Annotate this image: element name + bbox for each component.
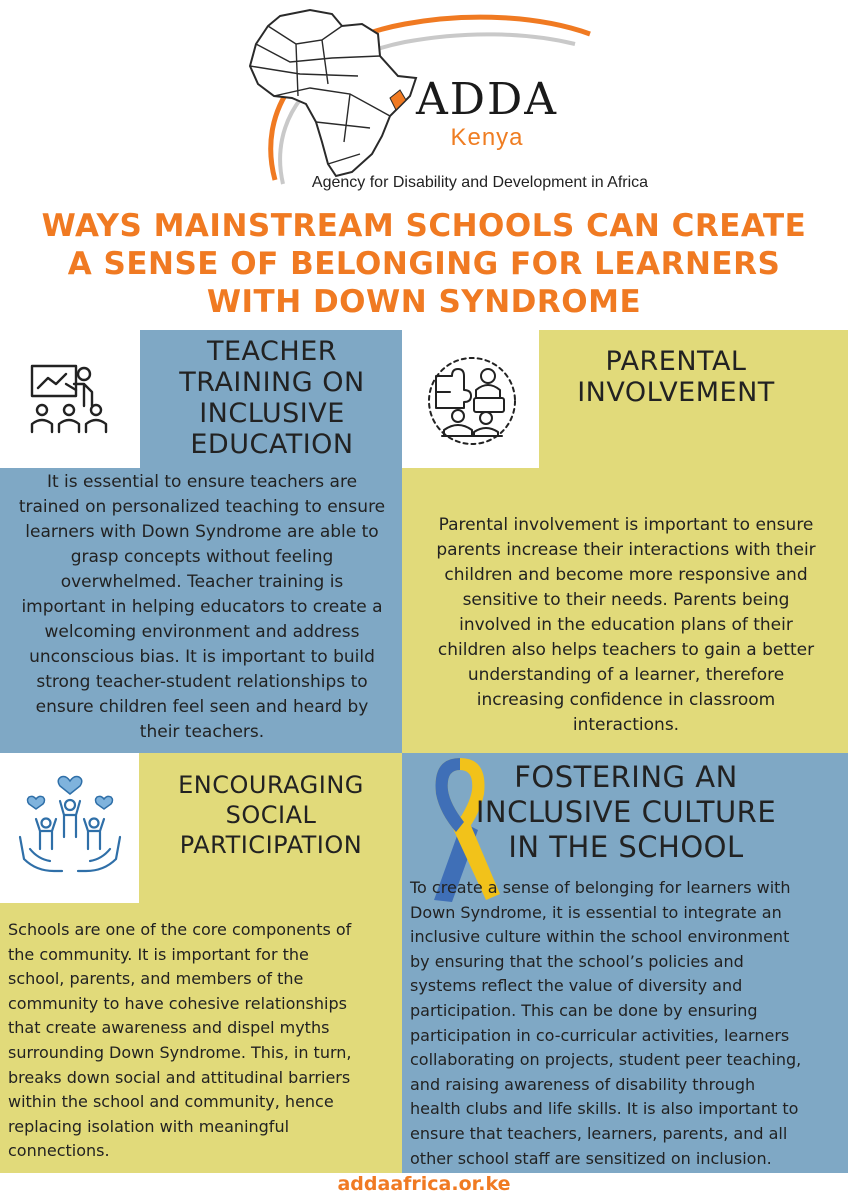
body-line: collaborating on projects, student peer teaching,	[410, 1050, 802, 1070]
heading-line: EDUCATION	[190, 429, 354, 460]
body-line: that create awareness and dispel myths	[8, 1018, 330, 1038]
body-line: Parental involvement is important to ensure	[438, 515, 814, 535]
heading-line: IN THE SCHOOL	[508, 830, 744, 864]
body-line: trained on personalized teaching to ensure	[18, 497, 386, 517]
section-heading	[404, 760, 848, 865]
body-line: their teachers.	[139, 722, 265, 742]
body-line: understanding of a learner, therefore	[467, 665, 785, 685]
icon-box	[0, 753, 139, 903]
heading-line: PARENTAL	[605, 346, 747, 377]
body-line: strong teacher-student relationships to	[36, 672, 368, 692]
body-line: by ensuring that the school’s policies and	[410, 951, 744, 971]
body-line: parents increase their interactions with their	[436, 540, 816, 560]
body-line: connections.	[8, 1141, 110, 1161]
page-title	[14, 207, 834, 321]
body-line: breaks down social and attitudinal barriers	[8, 1067, 351, 1087]
body-line: and raising awareness of disability through	[410, 1074, 756, 1094]
body-line: school, parents, and members of the	[8, 969, 304, 989]
title-line: A SENSE OF BELONGING FOR LEARNERS	[67, 246, 781, 282]
heading-line: INVOLVEMENT	[577, 377, 775, 408]
logo-country: Kenya	[450, 124, 524, 151]
community-hands-icon	[14, 767, 126, 877]
website-link[interactable]: addaafrica.or.ke	[337, 1173, 511, 1195]
heading-line: SOCIAL	[225, 801, 317, 829]
body-line: surrounding Down Syndrome. This, in turn,	[8, 1042, 352, 1062]
body-line: sensitive to their needs. Parents being	[462, 590, 790, 610]
title-line: WITH DOWN SYNDROME	[206, 284, 642, 320]
body-line: Schools are one of the core components of	[8, 920, 352, 939]
heading-line: ENCOURAGING	[178, 771, 364, 799]
body-line: involved in the education plans of their	[459, 615, 793, 635]
body-line: other school staff are sensitized on inclusion.	[410, 1148, 772, 1168]
body-line: Down Syndrome, it is essential to integrate an	[410, 902, 782, 922]
title-line: WAYS MAINSTREAM SCHOOLS CAN CREATE	[41, 208, 807, 244]
body-line: interactions.	[572, 715, 680, 735]
section-heading	[540, 346, 812, 408]
body-line: unconscious bias. It is important to build	[29, 647, 375, 667]
body-line: participation in co-curricular activities, learners	[410, 1025, 790, 1045]
body-line: important in helping educators to create a	[21, 597, 383, 617]
heading-line: FOSTERING AN	[514, 760, 738, 794]
section-heading	[142, 336, 402, 460]
body-line: the community. It is important for the	[8, 944, 309, 964]
body-line: children and become more responsive and	[444, 565, 808, 585]
body-line: inclusive culture within the school environment	[410, 927, 790, 947]
body-line: ensure that teachers, learners, parents, and all	[410, 1123, 788, 1143]
body-line: grasp concepts without feeling	[70, 547, 334, 567]
section-body	[8, 918, 396, 1164]
icon-box	[0, 330, 140, 468]
heading-line: INCLUSIVE CULTURE	[475, 795, 777, 829]
body-line: systems reflect the value of diversity and	[410, 976, 743, 996]
body-line: health clubs and life skills. It is also important to	[410, 1099, 799, 1119]
body-line: welcoming environment and address	[44, 622, 360, 642]
heading-line: INCLUSIVE	[199, 398, 345, 429]
logo-wordmark: ADDA	[415, 74, 559, 125]
section-body	[410, 876, 840, 1171]
body-line: ensure children feel seen and heard by	[35, 697, 369, 717]
body-line: overwhelmed. Teacher training is	[60, 572, 344, 592]
section-heading	[140, 770, 402, 860]
heading-line: TEACHER	[206, 336, 338, 367]
body-line: community to have cohesive relationships	[8, 993, 347, 1013]
body-line: within the school and community, hence	[8, 1092, 334, 1112]
heading-line: PARTICIPATION	[179, 831, 363, 859]
icon-box	[402, 330, 539, 468]
body-line: children also helps teachers to gain a better	[437, 640, 815, 660]
body-line: It is essential to ensure teachers are	[46, 472, 358, 492]
heading-line: TRAINING ON	[179, 367, 365, 398]
africa-map-icon	[240, 4, 430, 189]
section-body	[415, 513, 837, 738]
body-line: learners with Down Syndrome are able to	[25, 522, 379, 542]
teacher-icon	[28, 362, 110, 438]
body-line: increasing confidence in classroom	[476, 690, 776, 710]
family-puzzle-icon	[422, 354, 522, 448]
organization-tagline: Agency for Disability and Development in Africa	[311, 174, 649, 191]
body-line: To create a sense of belonging for learners with	[410, 878, 791, 897]
body-line: replacing isolation with meaningful	[8, 1116, 290, 1136]
section-body	[8, 470, 396, 745]
body-line: participation. This can be done by ensuring	[410, 1000, 758, 1020]
